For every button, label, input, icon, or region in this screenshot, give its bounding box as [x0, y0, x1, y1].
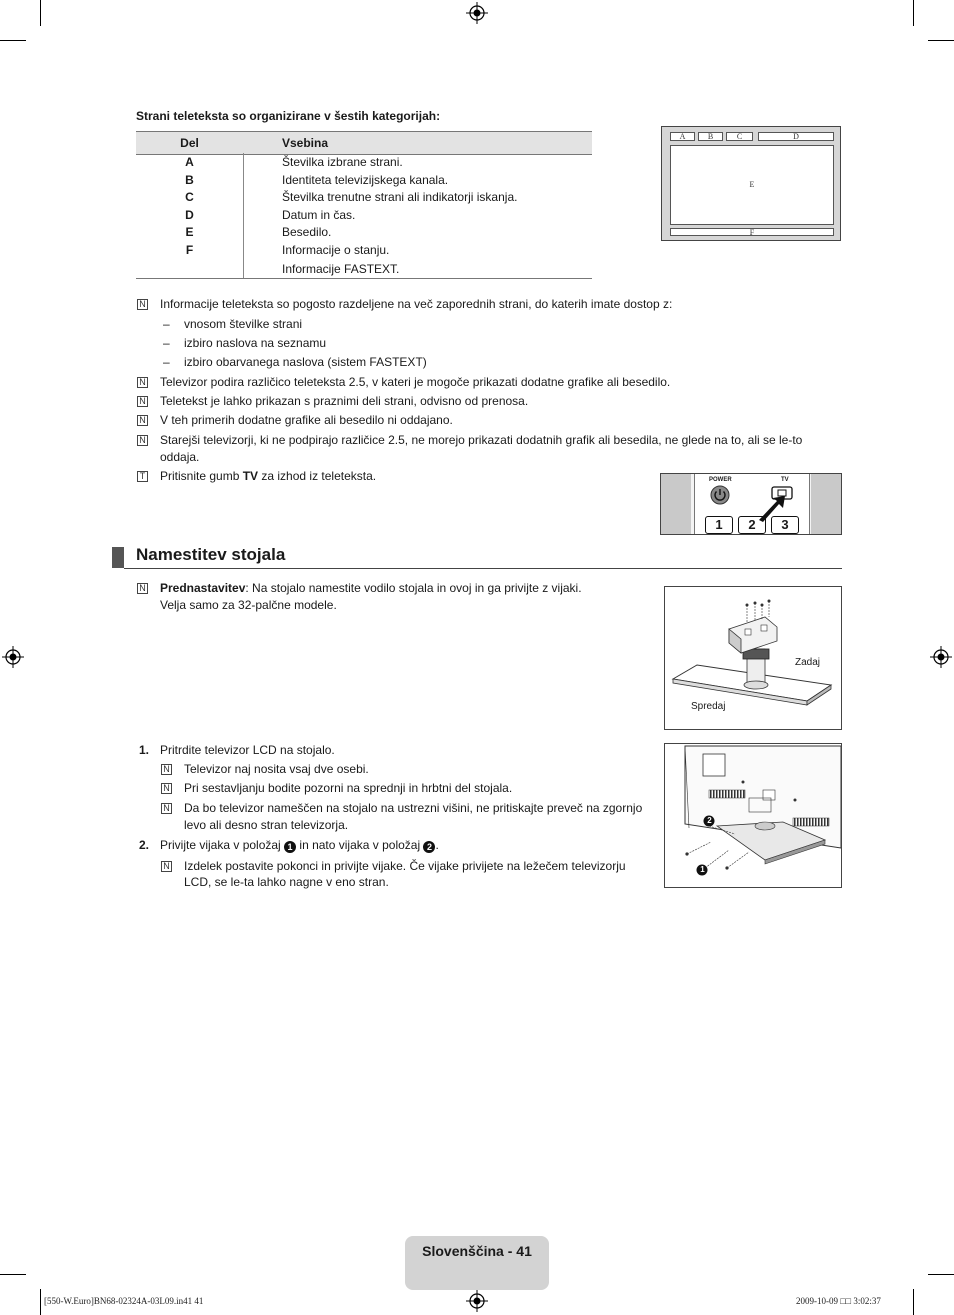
crop-mark	[40, 1289, 41, 1315]
print-file-info: [550-W.Euro]BN68-02324A-03L09.in41 41	[44, 1296, 204, 1306]
step-note: Pri sestavljanju bodite pozorni na sprednji in hrbtni del stojala.	[184, 781, 513, 795]
diagram-label-f: F	[670, 228, 834, 236]
step-note: LCD, se le-ta lahko nagne v eno stran.	[184, 875, 389, 889]
note-text: Starejši televizorji, ki ne podpirajo različice 2.5, ne morejo prikazati dodatnih grafik ali besedila, ne glede na to, ali se le-to	[160, 433, 803, 447]
diagram-label-e: E	[670, 145, 834, 225]
list-item: izbiro obarvanega naslova (sistem FASTEXT)	[184, 355, 427, 369]
note-icon: N	[137, 435, 148, 446]
table-row: Informacije FASTEXT.	[282, 262, 400, 276]
table-row: F Informacije o stanju.	[185, 243, 390, 257]
registration-mark-icon	[466, 2, 488, 24]
note-icon: N	[137, 583, 148, 594]
note-text: Teletekst je lahko prikazan s praznimi deli strani, odvisno od prenosa.	[160, 394, 529, 408]
note-text: Televizor podira različico teleteksta 2.5, v kateri je mogoče prikazati dodatne grafike ali besedilo.	[160, 375, 671, 389]
tv-label: TV	[781, 477, 789, 483]
registration-mark-icon	[466, 1290, 488, 1312]
note-text: Informacije teleteksta so pogosto razdeljene na več zaporednih strani, do katerih imate dostop z:	[160, 297, 673, 311]
table-row: A Številka izbrane strani.	[185, 155, 403, 169]
note-icon: N	[137, 396, 148, 407]
table-header	[136, 131, 592, 155]
key-2-button: 2	[738, 516, 766, 534]
table-header-content: Vsebina	[282, 136, 329, 150]
section-title: Namestitev stojala	[136, 545, 286, 564]
tv-mount-illustration	[664, 743, 842, 888]
remote-note-icon: T	[137, 471, 148, 482]
print-timestamp: 2009-10-09 □□ 3:02:37	[796, 1296, 881, 1306]
step-note: Da bo televizor nameščen na stojalo na ustrezni višini, ne pritiskajte preveč na zgornjo	[184, 801, 643, 815]
position-1-badge: 1	[284, 841, 296, 853]
preset-note: Prednastavitev: Na stojalo namestite vodilo stojala in ovoj in ga privijte z vijaki.	[160, 581, 582, 595]
key-3-button: 3	[771, 516, 799, 534]
position-2-marker: 2	[707, 816, 712, 825]
note-icon: N	[161, 861, 172, 872]
step-text: Privijte vijaka v položaj 1 in nato vijaka v položaj 2 .	[160, 838, 439, 852]
dash-bullet: –	[163, 355, 170, 369]
table-row: E Besedilo.	[185, 225, 332, 239]
table-header-part: Del	[180, 136, 199, 150]
section-rule	[124, 568, 842, 569]
teletext-categories-table	[136, 131, 592, 279]
key-1-button: 1	[705, 516, 733, 534]
dash-bullet: –	[163, 336, 170, 350]
crop-mark	[913, 1289, 914, 1315]
list-item: izbiro naslova na seznamu	[184, 336, 327, 350]
table-row: B Identiteta televizijskega kanala.	[185, 173, 449, 187]
exit-instruction: Pritisnite gumb TV za izhod iz teleteksta.	[160, 469, 377, 483]
crop-mark	[913, 0, 914, 26]
registration-mark-icon	[930, 646, 952, 668]
note-icon: N	[161, 764, 172, 775]
table-title: Strani teleteksta so organizirane v šestih kategorijah:	[136, 109, 441, 123]
crop-mark	[0, 1274, 26, 1275]
crop-mark	[40, 0, 41, 26]
stand-back-label: Zadaj	[795, 657, 821, 668]
note-icon: N	[161, 803, 172, 814]
step-note: Televizor naj nosita vsaj dve osebi.	[184, 762, 369, 776]
step-number: 2.	[139, 838, 150, 852]
registration-mark-icon	[2, 646, 24, 668]
position-2-badge: 2	[423, 841, 435, 853]
diagram-label-b: B	[698, 132, 723, 141]
preset-note-line2: Velja samo za 32-palčne modele.	[160, 598, 337, 612]
step-note: levo ali desno stran televizorja.	[184, 818, 349, 832]
note-icon: N	[137, 299, 148, 310]
stand-illustration	[664, 586, 842, 730]
note-icon: N	[161, 783, 172, 794]
note-text: V teh primerih dodatne grafike ali besedilo ni oddajano.	[160, 413, 453, 427]
remote-illustration	[660, 473, 842, 535]
tv-back-drawing	[665, 744, 842, 888]
teletext-layout-diagram	[661, 126, 841, 241]
section-marker	[112, 547, 124, 568]
position-1-marker: 1	[700, 865, 705, 874]
diagram-label-a: A	[670, 132, 695, 141]
diagram-label-d: D	[758, 132, 834, 141]
note-icon: N	[137, 377, 148, 388]
crop-mark	[928, 40, 954, 41]
table-row: C Številka trenutne strani ali indikatorji iskanja.	[185, 190, 518, 204]
list-item: vnosom številke strani	[184, 317, 303, 331]
step-note: Izdelek postavite pokonci in privijte vijake. Če vijake privijete na ležečem televizorju	[184, 859, 626, 873]
power-button-icon	[710, 485, 730, 505]
dash-bullet: –	[163, 317, 170, 331]
page-number: Slovenščina - 41	[422, 1243, 532, 1259]
table-row: D Datum in čas.	[185, 208, 356, 222]
diagram-label-c: C	[726, 132, 753, 141]
crop-mark	[928, 1274, 954, 1275]
power-label: POWER	[709, 477, 732, 483]
crop-mark	[0, 40, 26, 41]
step-text: Pritrdite televizor LCD na stojalo.	[160, 743, 335, 757]
note-icon: N	[137, 415, 148, 426]
step-number: 1.	[139, 743, 150, 757]
note-text: oddaja.	[160, 450, 200, 464]
stand-front-label: Spredaj	[691, 701, 726, 712]
